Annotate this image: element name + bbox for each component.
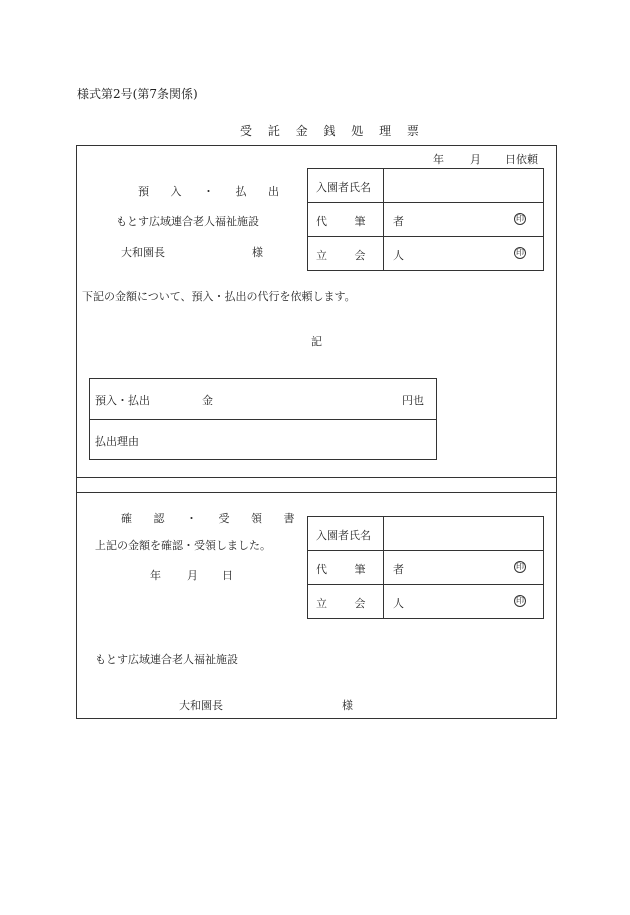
receipt-table-row-divider-1 <box>307 550 544 551</box>
request-table-row-divider-2 <box>307 236 544 237</box>
amount-yen-label: 円也 <box>402 394 424 407</box>
receipt-resident-field[interactable] <box>388 520 538 546</box>
amount-type-label: 預入・払出 <box>95 394 150 407</box>
receipt-table-row-divider-2 <box>307 584 544 585</box>
reason-field[interactable] <box>150 426 430 452</box>
request-director: 大和園長 <box>121 246 165 259</box>
receipt-director: 大和園長 <box>179 699 223 712</box>
section-separator <box>76 477 557 493</box>
receipt-honorific: 様 <box>342 699 353 712</box>
request-proxy-field[interactable] <box>388 206 498 232</box>
receipt-facility: もとす広域連合老人福祉施設 <box>95 653 238 666</box>
request-witness-field[interactable] <box>388 240 498 266</box>
amount-field[interactable] <box>220 386 390 410</box>
request-proxy-label: 代 筆 者 <box>316 215 416 228</box>
request-proxy-seal-icon: 印 <box>516 214 524 223</box>
receipt-proxy-field[interactable] <box>388 554 498 580</box>
request-resident-label: 入園者氏名 <box>316 181 371 194</box>
request-witness-label: 立 会 人 <box>316 249 416 262</box>
amount-kin-label: 金 <box>202 394 213 407</box>
receipt-statement: 上記の金額を確認・受領しました。 <box>95 539 271 552</box>
receipt-day-label: 日 <box>222 569 233 582</box>
receipt-witness-field[interactable] <box>388 588 498 614</box>
request-witness-seal-icon: 印 <box>516 248 524 257</box>
receipt-heading: 確 認 ・ 受 領 書 <box>121 512 304 525</box>
form-number: 様式第2号(第7条関係) <box>77 87 198 101</box>
form-title: 受 託 金 銭 処 理 票 <box>240 124 425 138</box>
receipt-proxy-seal-icon: 印 <box>516 562 524 571</box>
request-day-label: 日依頼 <box>505 153 538 166</box>
receipt-resident-label: 入園者氏名 <box>316 529 371 542</box>
ki-label: 記 <box>311 335 322 348</box>
receipt-proxy-label: 代 筆 者 <box>316 563 416 576</box>
request-resident-field[interactable] <box>388 172 538 198</box>
reason-label: 払出理由 <box>95 435 139 448</box>
amount-box-divider <box>89 419 437 420</box>
request-month-label: 月 <box>470 153 481 166</box>
receipt-year-label: 年 <box>150 569 161 582</box>
request-table-row-divider-1 <box>307 202 544 203</box>
receipt-witness-label: 立 会 人 <box>316 597 416 610</box>
request-facility: もとす広域連合老人福祉施設 <box>116 215 259 228</box>
receipt-month-label: 月 <box>187 569 198 582</box>
request-heading: 預 入 ・ 払 出 <box>138 185 288 198</box>
request-honorific: 様 <box>252 246 263 259</box>
request-statement: 下記の金額について、預入・払出の代行を依頼します。 <box>82 290 356 303</box>
request-year-label: 年 <box>433 153 444 166</box>
receipt-witness-seal-icon: 印 <box>516 596 524 605</box>
